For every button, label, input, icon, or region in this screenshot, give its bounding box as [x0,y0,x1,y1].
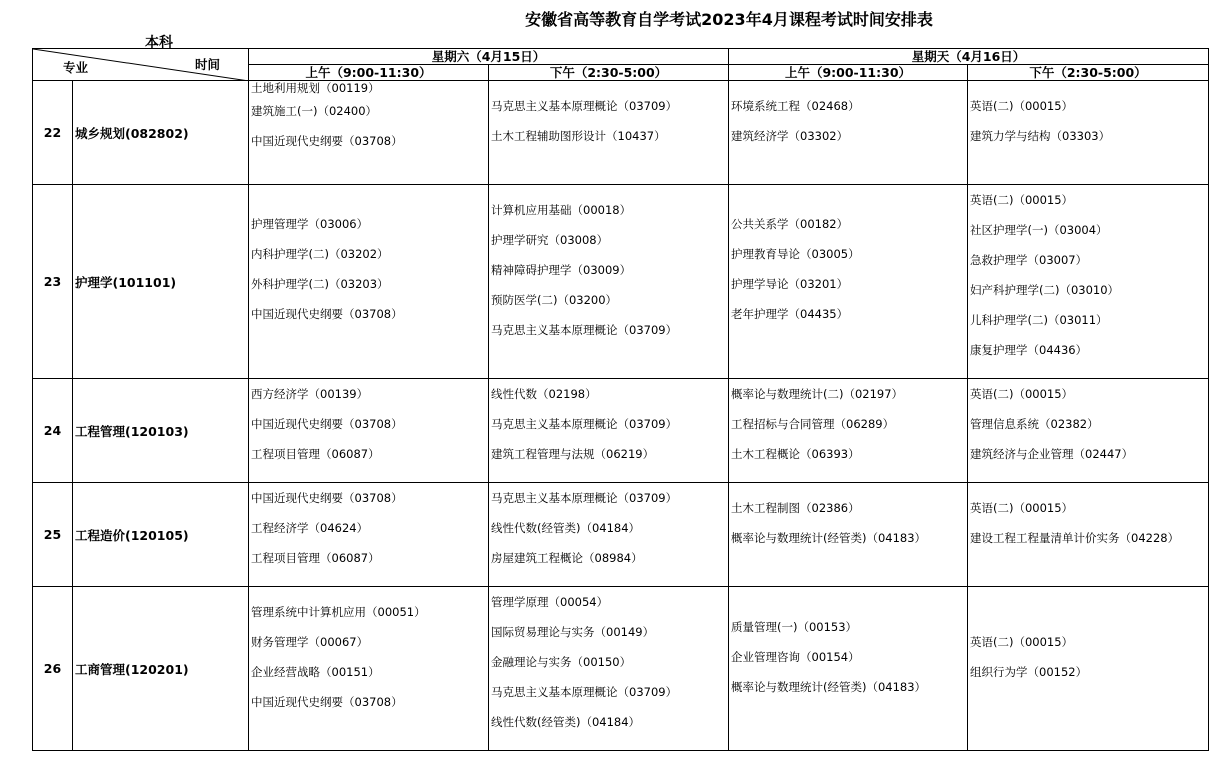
course-item: 英语(二)（00015） [970,193,1074,207]
course-item: 公共关系学（00182） [731,217,849,231]
corner-header-cell [33,49,249,81]
course-item: 马克思主义基本原理概论（03709） [491,491,678,505]
course-item: 线性代数(经管类)（04184） [491,715,641,729]
course-list [970,493,1206,553]
course-item: 中国近现代史纲要（03708） [251,134,403,148]
course-item: 马克思主义基本原理概论（03709） [491,323,678,337]
course-item: 儿科护理学(二)（03011） [970,313,1108,327]
course-list [251,483,486,573]
course-list [731,612,965,702]
course-list [491,91,726,151]
schedule-table [32,48,1209,751]
major-name: 城乡规划(082802) [73,81,249,185]
session-cell [249,379,489,483]
day-header: 星期天（4月16日） [729,49,1209,65]
course-item: 社区护理学(一)（03004） [970,223,1108,237]
course-item: 组织行为学（00152） [970,665,1088,679]
course-item: 护理教育导论（03005） [731,247,860,261]
course-item: 土地利用规划（00119） [251,81,380,95]
session-cell [489,483,729,587]
course-item: 土木工程辅助图形设计（10437） [491,129,666,143]
course-item: 妇产科护理学(二)（03010） [970,283,1120,297]
course-item: 土木工程概论（06393） [731,447,860,461]
session-cell [729,185,968,379]
course-item: 马克思主义基本原理概论（03709） [491,417,678,431]
course-item: 质量管理(一)（00153） [731,620,858,634]
course-item: 线性代数（02198） [491,387,597,401]
course-item: 英语(二)（00015） [970,99,1074,113]
course-item: 房屋建筑工程概论（08984） [491,551,643,565]
course-item: 概率论与数理统计(二)（02197） [731,387,904,401]
course-item: 康复护理学（04436） [970,343,1088,357]
session-cell [729,81,968,185]
day-header: 星期六（4月15日） [249,49,729,65]
session-cell [489,379,729,483]
table-row [33,587,1209,751]
session-cell [249,587,489,751]
session-cell [489,587,729,751]
course-item: 建筑经济与企业管理（02447） [970,447,1134,461]
session-cell [489,81,729,185]
course-list [731,379,965,469]
table-row [33,81,1209,185]
course-item: 计算机应用基础（00018） [491,203,632,217]
course-list [491,587,726,737]
course-item: 建筑力学与结构（03303） [970,129,1111,143]
session-cell [249,483,489,587]
course-item: 英语(二)（00015） [970,501,1074,515]
table-row [33,379,1209,483]
course-item: 精神障碍护理学（03009） [491,263,632,277]
session-cell [249,81,489,185]
course-item: 内科护理学(二)（03202） [251,247,389,261]
time-header-label: 时间 [194,57,220,72]
course-item: 管理信息系统（02382） [970,417,1099,431]
course-item: 护理学研究（03008） [491,233,609,247]
page-title: 安徽省高等教育自学考试2023年4月课程考试时间安排表 [525,10,933,29]
session-header: 下午（2:30-5:00） [968,65,1209,81]
course-item: 工程招标与合同管理（06289） [731,417,895,431]
course-item: 英语(二)（00015） [970,635,1074,649]
course-item: 国际贸易理论与实务（00149） [491,625,655,639]
session-cell [968,483,1209,587]
session-cell [729,379,968,483]
course-list [491,379,726,469]
row-number: 24 [33,379,73,483]
course-item: 工程项目管理（06087） [251,551,380,565]
course-item: 线性代数(经管类)（04184） [491,521,641,535]
table-row [33,483,1209,587]
course-item: 工程经济学（04624） [251,521,369,535]
row-number: 22 [33,81,73,185]
course-item: 急救护理学（03007） [970,253,1088,267]
level-label: 本科 [145,35,173,51]
course-item: 中国近现代史纲要（03708） [251,491,403,505]
session-header: 上午（9:00-11:30） [249,65,489,81]
session-cell [249,185,489,379]
course-item: 环境系统工程（02468） [731,99,860,113]
course-item: 中国近现代史纲要（03708） [251,417,403,431]
course-list [491,483,726,573]
major-name: 工程造价(120105) [73,483,249,587]
course-item: 马克思主义基本原理概论（03709） [491,685,678,699]
course-item: 概率论与数理统计(经管类)（04183） [731,680,927,694]
session-header: 下午（2:30-5:00） [489,65,729,81]
major-header-label: 专业 [63,60,89,75]
course-list [251,597,486,717]
course-list [970,91,1206,151]
course-list [491,195,726,345]
course-item: 工程项目管理（06087） [251,447,380,461]
course-item: 企业管理咨询（00154） [731,650,860,664]
session-cell [968,185,1209,379]
course-item: 护理学导论（03201） [731,277,849,291]
course-item: 建筑经济学（03302） [731,129,849,143]
course-item: 管理系统中计算机应用（00051） [251,605,426,619]
session-cell [968,379,1209,483]
course-item: 建筑工程管理与法规（06219） [491,447,655,461]
session-cell [968,81,1209,185]
major-name: 工商管理(120201) [73,587,249,751]
major-name: 工程管理(120103) [73,379,249,483]
course-item: 管理学原理（00054） [491,595,609,609]
session-cell [729,587,968,751]
course-list [251,379,486,469]
course-list [970,379,1206,469]
course-item: 马克思主义基本原理概论（03709） [491,99,678,113]
course-item: 建设工程工程量清单计价实务（04228） [970,531,1180,545]
course-item: 土木工程制图（02386） [731,501,860,515]
course-item: 企业经营战略（00151） [251,665,380,679]
row-number: 23 [33,185,73,379]
course-item: 西方经济学（00139） [251,387,369,401]
session-cell [968,587,1209,751]
course-list [731,91,965,151]
course-item: 建筑施工(一)（02400） [251,104,378,118]
session-cell [729,483,968,587]
row-number: 26 [33,587,73,751]
course-item: 金融理论与实务（00150） [491,655,632,669]
course-list [970,627,1206,687]
course-item: 预防医学(二)（03200） [491,293,618,307]
course-list [731,493,965,553]
row-number: 25 [33,483,73,587]
course-list [970,185,1206,365]
session-cell [489,185,729,379]
course-item: 护理管理学（03006） [251,217,369,231]
course-list [251,81,486,156]
course-item: 老年护理学（04435） [731,307,849,321]
table-row [33,185,1209,379]
major-name: 护理学(101101) [73,185,249,379]
course-item: 中国近现代史纲要（03708） [251,695,403,709]
session-header: 上午（9:00-11:30） [729,65,968,81]
course-item: 财务管理学（00067） [251,635,369,649]
course-item: 中国近现代史纲要（03708） [251,307,403,321]
course-item: 外科护理学(二)（03203） [251,277,389,291]
course-list [731,209,965,329]
course-list [251,209,486,329]
course-item: 概率论与数理统计(经管类)（04183） [731,531,927,545]
course-item: 英语(二)（00015） [970,387,1074,401]
